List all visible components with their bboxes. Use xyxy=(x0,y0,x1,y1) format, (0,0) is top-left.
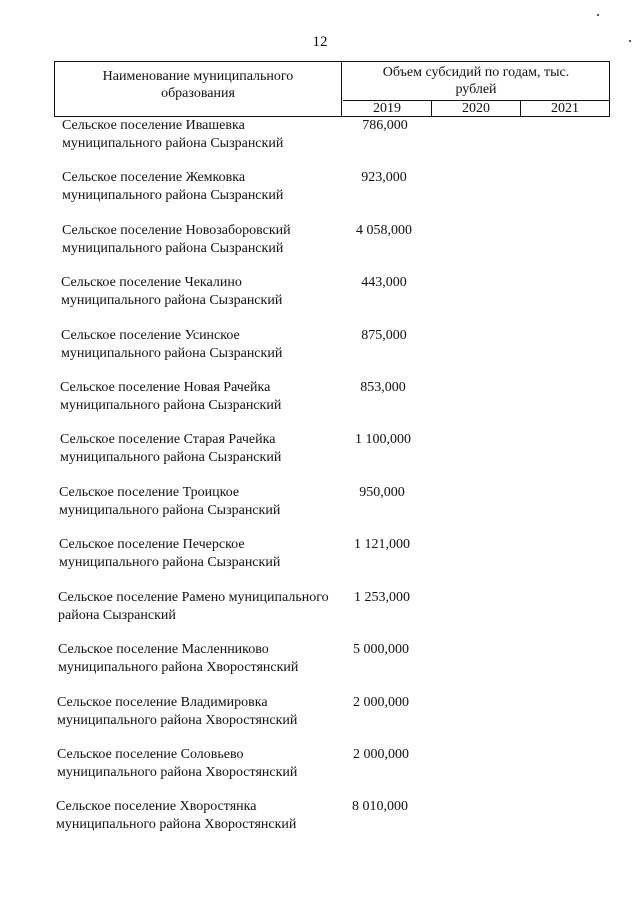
subsidy-2019: 8 010,000 xyxy=(352,799,408,814)
subsidy-2019: 1 100,000 xyxy=(355,432,411,447)
municipality-name: Сельское поселение Жемковка муниципального района Сызранский xyxy=(62,170,284,203)
year-header-2019: 2019 xyxy=(343,101,432,117)
municipality-name: Сельское поселение Масленниково муниципального района Хворостянский xyxy=(58,642,299,675)
subsidy-2019: 786,000 xyxy=(362,118,408,133)
table-row xyxy=(0,431,640,471)
municipality-name: Сельское поселение Хворостянка муниципального района Хворостянский xyxy=(56,799,297,832)
municipality-name: Сельское поселение Владимировка муниципального района Хворостянский xyxy=(57,695,298,728)
column-header-volume xyxy=(343,62,609,100)
municipality-name: Сельское поселение Старая Рачейка муниципального района Сызранский xyxy=(60,432,282,465)
municipality-name: Сельское поселение Усинское муниципального района Сызранский xyxy=(61,328,283,361)
municipality-name: Сельское поселение Новая Рачейка муниципального района Сызранский xyxy=(60,380,282,413)
subsidy-2019: 443,000 xyxy=(361,275,407,290)
subsidy-2019: 1 121,000 xyxy=(354,537,410,552)
table-row xyxy=(0,117,640,157)
subsidy-2019: 853,000 xyxy=(360,380,406,395)
subsidy-2019: 5 000,000 xyxy=(353,642,409,657)
page-number: 12 xyxy=(312,34,328,50)
scan-speck xyxy=(597,14,599,16)
subsidy-2019: 923,000 xyxy=(361,170,407,185)
table-row xyxy=(0,379,640,419)
subsidy-2019: 1 253,000 xyxy=(354,590,410,605)
subsidy-2019: 2 000,000 xyxy=(353,695,409,710)
column-header-name xyxy=(55,62,342,116)
table-row xyxy=(0,169,640,209)
municipality-name: Сельское поселение Ивашевка муниципального района Сызранский xyxy=(62,118,284,151)
municipality-name: Сельское поселение Троицкое муниципального района Сызранский xyxy=(59,485,281,518)
table-row xyxy=(0,222,640,262)
table-row xyxy=(0,536,640,576)
year-header-2021: 2021 xyxy=(551,101,579,116)
municipality-name: Сельское поселение Соловьево муниципального района Хворостянский xyxy=(57,747,298,780)
table-row xyxy=(0,798,640,838)
table-row xyxy=(0,746,640,786)
subsidy-2019: 950,000 xyxy=(359,485,405,500)
subsidy-2019: 4 058,000 xyxy=(356,223,412,238)
table-row xyxy=(0,484,640,524)
subsidy-2019: 2 000,000 xyxy=(353,747,409,762)
year-header-2020: 2020 xyxy=(432,101,521,117)
municipality-name: Сельское поселение Рамено муниципального района Сызранский xyxy=(58,590,329,623)
table-row xyxy=(0,694,640,734)
column-header-name-label: Наименование муниципального образования xyxy=(102,69,294,101)
table-row xyxy=(0,327,640,367)
table-row xyxy=(0,641,640,681)
municipality-name: Сельское поселение Печерское муниципального района Сызранский xyxy=(59,537,281,570)
year-header-row xyxy=(343,100,609,117)
municipality-name: Сельское поселение Чекалино муниципального района Сызранский xyxy=(61,275,283,308)
table-header xyxy=(54,61,610,117)
subsidy-2019: 875,000 xyxy=(361,328,407,343)
municipality-name: Сельское поселение Новозаборовский муниципального района Сызранский xyxy=(62,223,291,256)
table-row xyxy=(0,274,640,314)
table-row xyxy=(0,589,640,629)
column-header-volume-label: Объем субсидий по годам, тыс. рублей xyxy=(382,65,570,97)
